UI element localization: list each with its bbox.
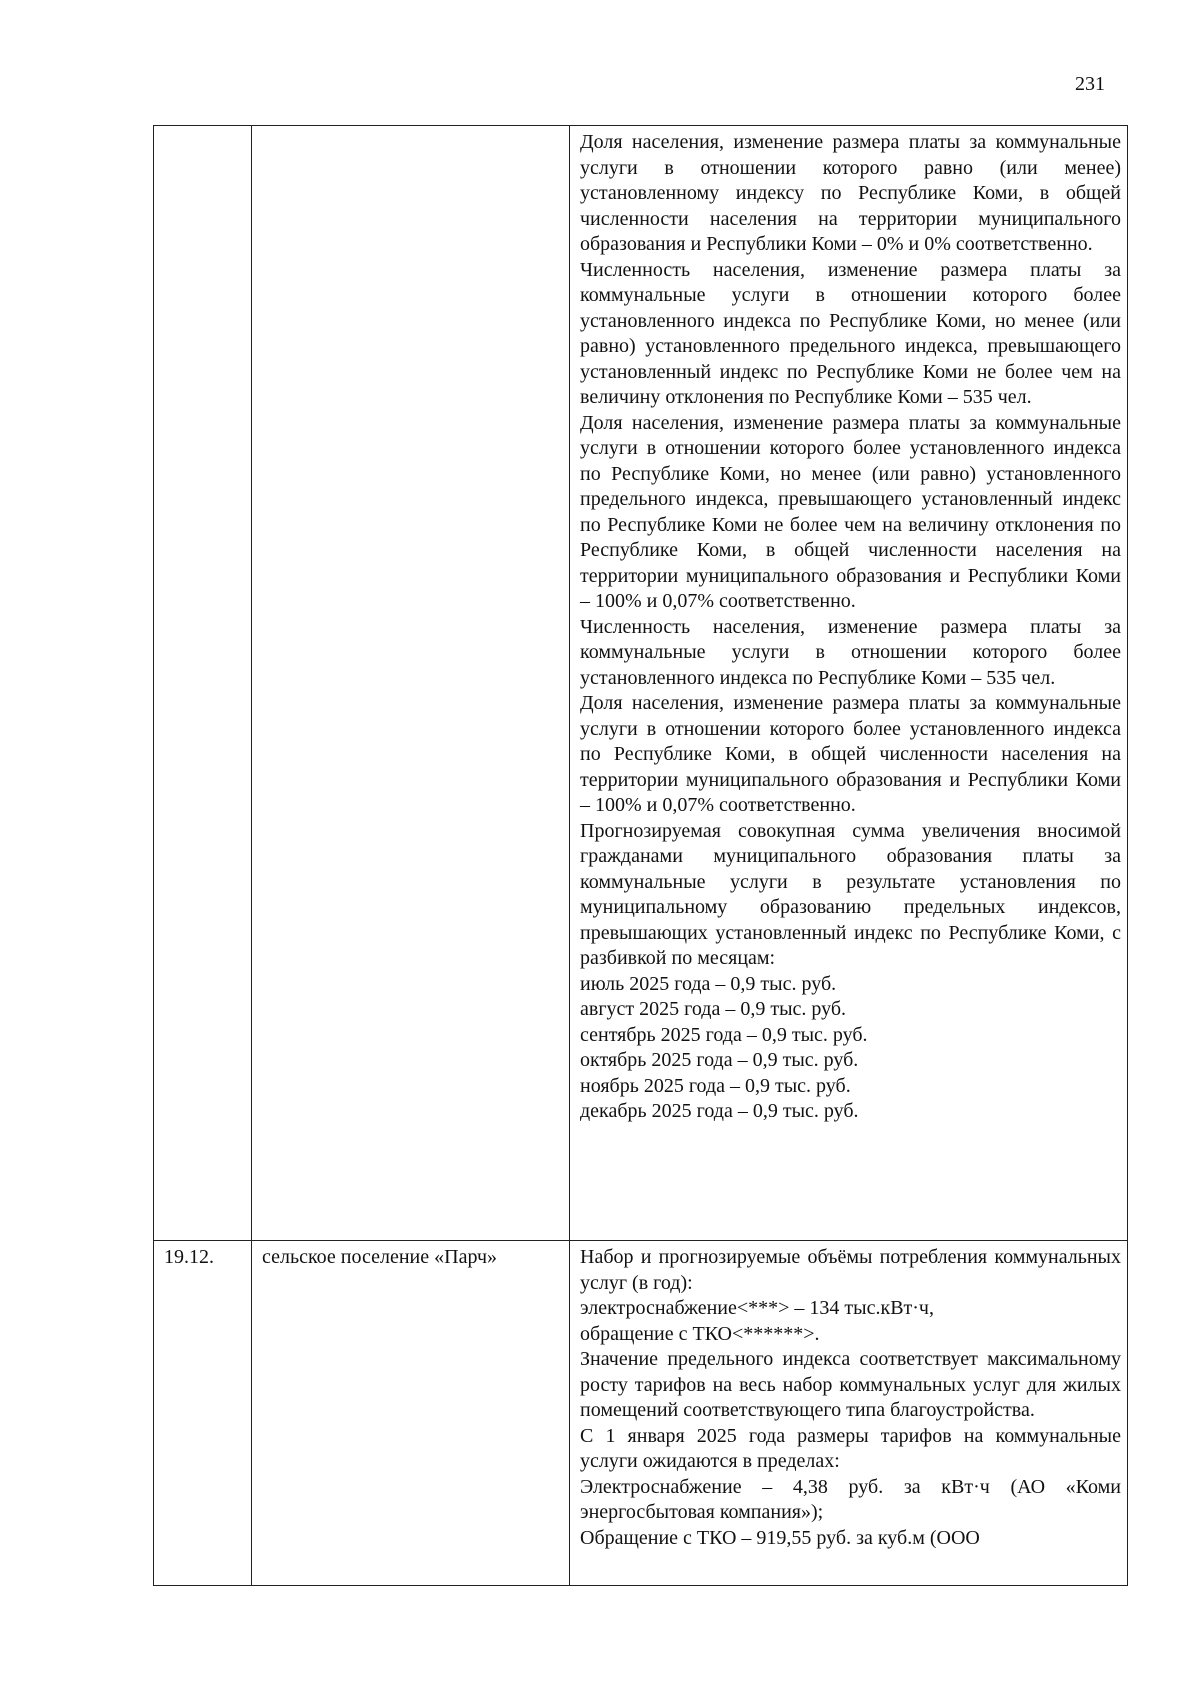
monthly-amount: октябрь 2025 года – 0,9 тыс. руб.: [580, 1049, 859, 1071]
monthly-amount: декабрь 2025 года – 0,9 тыс. руб.: [580, 1100, 859, 1122]
description-cell: [570, 126, 1128, 1241]
description-paragraph: обращение с ТКО<******>.: [580, 1322, 820, 1345]
description-paragraph: Доля населения, изменение размера платы за коммунальные услуги в отношении которого более установленного индекса по Республике Коми, но менее (или равно) установленного предельного индекса, превышающего установленный индекс по Республике Коми не более чем на величину отклонения по Республике Коми, в общей численности населения на территории муниципального образования и Республики Коми – 100% и 0,07% соответственно.: [580, 411, 1121, 612]
row-number-cell: [154, 126, 252, 1241]
row-number-cell: 19.12.: [154, 1241, 252, 1586]
description-paragraph: Доля населения, изменение размера платы за коммунальные услуги в отношении которого равно (или менее) установленному индексу по Республике Коми, в общей численности населения на территории муниципального образования и Республики Коми – 0% и 0% соответственно.: [580, 131, 1121, 255]
description-paragraph: Численность населения, изменение размера платы за коммунальные услуги в отношении которого более установленного индекса по Республике Коми – 535 чел.: [580, 615, 1121, 689]
municipality-name-cell: [252, 126, 570, 1241]
description-paragraph: электроснабжение<***> – 134 тыс.кВт·ч,: [580, 1297, 934, 1319]
description-paragraph: Обращение с ТКО – 919,55 руб. за куб.м (ООО: [580, 1526, 980, 1549]
document-table: [153, 125, 1128, 1586]
description-paragraph: Значение предельного индекса соответствует максимальному росту тарифов на весь набор коммунальных услуг для жилых помещений соответствующего типа благоустройства.: [580, 1348, 1121, 1421]
municipality-name-cell: сельское поселение «Парч»: [252, 1241, 570, 1586]
monthly-amount: ноябрь 2025 года – 0,9 тыс. руб.: [580, 1074, 851, 1097]
description-cell: [570, 1241, 1128, 1586]
table-row: [154, 126, 1128, 1241]
description-paragraph: Численность населения, изменение размера платы за коммунальные услуги в отношении которого более установленного индекса по Республике Коми, но менее (или равно) установленного предельного индекса, превышающего установленный индекс по Республике Коми не более чем на величину отклонения по Республике Коми – 535 чел.: [580, 258, 1121, 408]
monthly-amount: август 2025 года – 0,9 тыс. руб.: [580, 998, 847, 1020]
description-paragraph: Прогнозируемая совокупная сумма увеличения вносимой гражданами муниципального образования платы за коммунальные услуги в результате установления по муниципальному образованию предельных индексов, превышающих установленный индекс по Республике Коми, с разбивкой по месяцам:: [580, 819, 1121, 969]
description-paragraph: Электроснабжение – 4,38 руб. за кВт·ч (АО «Коми энергосбытовая компания»);: [580, 1475, 1121, 1523]
description-paragraph: Доля населения, изменение размера платы за коммунальные услуги в отношении которого более установленного индекса по Республике Коми, в общей численности населения на территории муниципального образования и Республики Коми – 100% и 0,07% соответственно.: [580, 692, 1121, 816]
description-paragraph: С 1 января 2025 года размеры тарифов на коммунальные услуги ожидаются в пределах:: [580, 1424, 1121, 1472]
description-paragraph: Набор и прогнозируемые объёмы потребления коммунальных услуг (в год):: [580, 1246, 1121, 1294]
page-number: 231: [1075, 73, 1105, 95]
monthly-amount: июль 2025 года – 0,9 тыс. руб.: [580, 972, 837, 995]
table-row: [154, 1241, 1128, 1586]
monthly-amount: сентябрь 2025 года – 0,9 тыс. руб.: [580, 1023, 868, 1046]
